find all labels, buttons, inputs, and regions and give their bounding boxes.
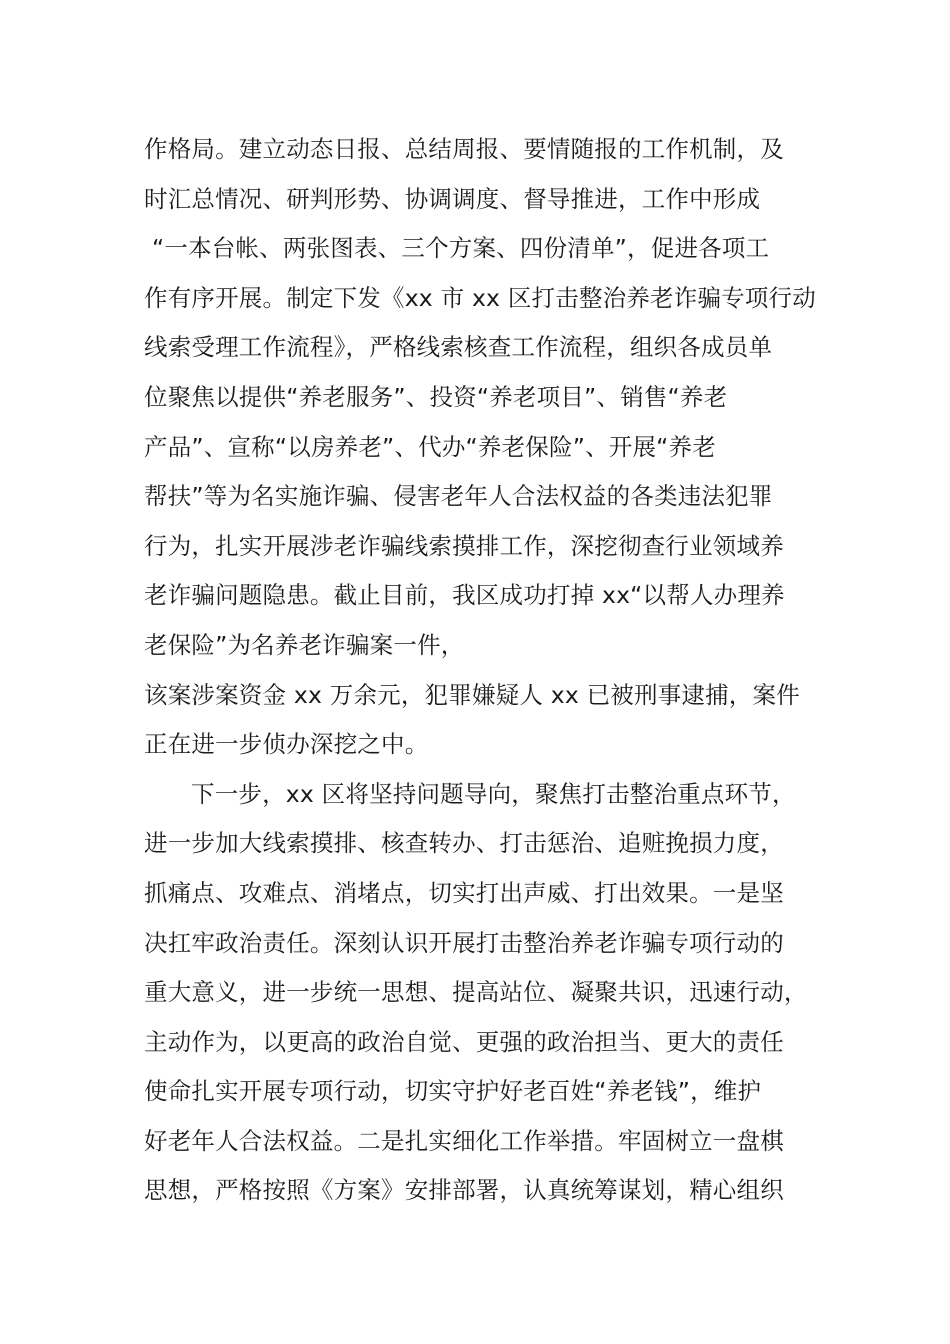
- text-line: 正在进一步侦办深挖之中。: [144, 730, 429, 759]
- text-line: 进一步加大线索摸排、核查转办、打击惩治、追赃挽损力度，: [144, 829, 784, 858]
- text-line: 老保险”为名养老诈骗案一件，: [144, 630, 465, 659]
- text-line: 作有序开展。制定下发《xx 市 xx 区打击整治养老诈骗专项行动: [144, 283, 816, 312]
- text-line: “一本台帐、两张图表、三个方案、四份清单”，促进各项工: [152, 234, 770, 263]
- text-line: 时汇总情况、研判形势、协调调度、督导推进，工作中形成: [144, 184, 761, 213]
- text-line: 帮扶”等为名实施诈骗、侵害老年人合法权益的各类违法犯罪: [144, 482, 773, 511]
- text-line: 决扛牢政治责任。深刻认识开展打击整治养老诈骗专项行动的: [144, 928, 784, 957]
- text-line: 产品”、宣称“以房养老”、代办“养老保险”、开展“养老: [144, 432, 716, 461]
- text-line: 使命扎实开展专项行动，切实守护好老百姓“养老钱”，维护: [144, 1077, 762, 1106]
- text-line: 好老年人合法权益。二是扎实细化工作举措。牢固树立一盘棋: [144, 1126, 784, 1155]
- text-line: 线索受理工作流程》，严格线索核查工作流程，组织各成员单: [144, 333, 773, 362]
- body-text: [144, 125, 824, 1216]
- text-line: 行为，扎实开展涉老诈骗线索摸排工作，深挖彻查行业领域养: [144, 531, 784, 560]
- text-line: 作格局。建立动态日报、总结周报、要情随报的工作机制，及: [144, 135, 784, 163]
- paragraph-start-line: 下一步，xx 区将坚持问题导向，聚焦打击整治重点环节，: [191, 779, 796, 808]
- text-line: 老诈骗问题隐患。截止目前，我区成功打掉 xx“以帮人办理养: [144, 581, 785, 610]
- text-line: 主动作为，以更高的政治自觉、更强的政治担当、更大的责任: [144, 1027, 784, 1056]
- text-line: 位聚焦以提供“养老服务”、投资“养老项目”、销售“养老: [144, 382, 728, 411]
- text-line: 思想，严格按照《方案》安排部署，认真统筹谋划，精心组织: [144, 1176, 784, 1205]
- text-line: 该案涉案资金 xx 万余元，犯罪嫌疑人 xx 已被刑事逮捕，案件: [144, 680, 800, 709]
- text-line: 抓痛点、攻难点、消堵点，切实打出声威、打出效果。一是坚: [144, 878, 784, 907]
- text-line: 重大意义，进一步统一思想、提高站位、凝聚共识，迅速行动，: [144, 978, 808, 1007]
